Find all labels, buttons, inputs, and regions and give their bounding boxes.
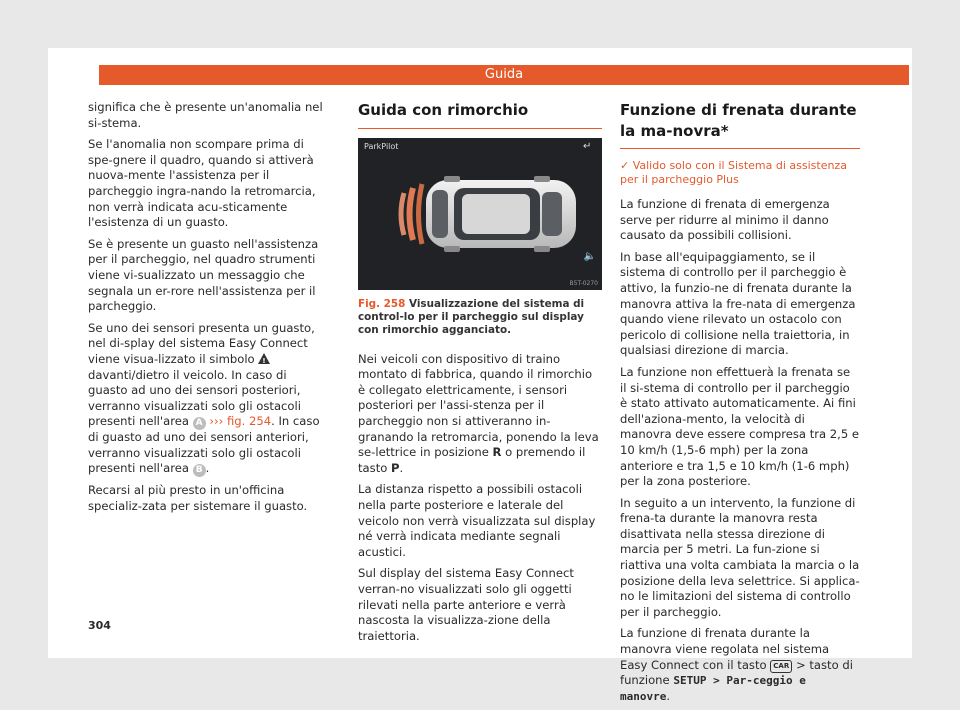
parkpilot-figure bbox=[358, 138, 602, 290]
paragraph: La distanza rispetto a possibili ostacoli nella parte posteriore e laterale del veicolo non verrà visualizzata sul display né verrà indicata mediante segnali acustici. bbox=[358, 482, 596, 559]
text: Nei veicoli con dispositivo di traino montato di fabbrica, quando il rimorchio è collegato elettricamente, i sensori posteriori per l'assi-stenza per il parcheggio non si attiveranno in-granando la retromarcia, ponendo la leva se-lettrice in posizione bbox=[358, 351, 599, 460]
back-icon: ↵ bbox=[583, 141, 592, 152]
paragraph: Se l'anomalia non scompare prima di spe-gnere il quadro, quando si attiverà nuova-mente l'assistenza per il parcheggio ingra-nando la retromarcia, non verrà indicata acu-sticamente l'esistenza di un guasto. bbox=[88, 137, 316, 230]
column-middle bbox=[358, 100, 602, 650]
text: > tasto di funzione bbox=[620, 657, 853, 688]
paragraph: La funzione non effettuerà la frenata se il si-stema di controllo per il parcheggio è stato attivato automaticamente. Ai fini dell'aziona-mento, la velocità di manovra deve essere compresa tra 2,5 e 10 km/h (1,5-6 mph) per la zona anteriore e tra 1,5 e 10 km/h (1-6 mph) per la zona posteriore. bbox=[620, 364, 860, 489]
paragraph: Recarsi al più presto in un'officina specializ-zata per sistemare il guasto. bbox=[88, 483, 308, 514]
column-right bbox=[620, 100, 860, 710]
paragraph: significa che è presente un'anomalia nel si-stema. bbox=[88, 100, 323, 130]
car-top-view bbox=[358, 138, 602, 290]
text: La funzione di frenata durante la manovra viene regolata nel sistema Easy Connect con il tasto bbox=[620, 626, 830, 672]
paragraph bbox=[88, 321, 328, 478]
paragraph: In seguito a un intervento, la funzione di frena-ta durante la manovra resta disattivata nella stessa direzione di marcia per 5 metri. La fun-zione si riattiva una volta cambiata la marcia o la posizione della leva selettrice. Si applica-no le limitazioni del sistema di controllo per il parcheggio. bbox=[620, 495, 860, 619]
note-text: Valido solo con il Sistema di assistenza per il parcheggio Plus bbox=[620, 159, 847, 186]
page-number: 304 bbox=[88, 619, 111, 632]
area-a-badge: A bbox=[193, 417, 206, 430]
warning-icon bbox=[258, 353, 270, 364]
menu-path: SETUP > Par-ceggio e manovre bbox=[620, 674, 806, 703]
paragraph: In base all'equipaggiamento, se il sistema di controllo per il parcheggio è attivo, la funzio-ne di frenata durante la manovra attiva la fre-nata di emergenza quando viene rilevato un ostacolo con pericolo di collisione nella traiettoria, in qualsiasi direzione di marcia. bbox=[620, 249, 856, 358]
figure-reference-link[interactable]: fig. 254 bbox=[226, 414, 272, 429]
car-key-icon: CAR bbox=[770, 660, 792, 673]
text: . bbox=[666, 688, 671, 703]
text: . bbox=[205, 461, 210, 476]
figure-code: B5T-0270 bbox=[569, 280, 598, 287]
text: davanti/dietro il veicolo. In caso di guasto ad uno dei sensori posteriori, verranno visualizzati solo gli ostacoli presenti nell'area bbox=[88, 367, 301, 429]
figure-caption bbox=[358, 298, 602, 338]
screen-title: ParkPilot bbox=[364, 142, 399, 151]
check-icon: ✓ bbox=[620, 159, 630, 172]
ref-arrow: ››› bbox=[209, 414, 224, 429]
paragraph: Se è presente un guasto nell'assistenza per il parcheggio, nel quadro strumenti viene vi-sualizzato un messaggio che segnala un er-rore nell'assistenza per il parcheggio. bbox=[88, 236, 319, 314]
section-title: Funzione di frenata durante la ma-novra* bbox=[620, 100, 860, 149]
text: o premendo il tasto bbox=[358, 445, 586, 475]
text: . In caso di guasto ad uno dei sensori anteriori, verranno visualizzati solo gli ostacoli presenti nell'area bbox=[88, 414, 320, 476]
paragraph: Sul display del sistema Easy Connect verran-no visualizzati solo gli oggetti rilevati nella parte anteriore e verrà nascosta la visualizza-zione della traiettoria. bbox=[358, 566, 574, 643]
section-header: Guida bbox=[99, 65, 909, 85]
speaker-icon: 🔈 bbox=[583, 251, 596, 262]
column-left bbox=[88, 100, 328, 521]
paragraph bbox=[620, 626, 860, 704]
area-b-badge: B bbox=[193, 464, 206, 477]
manual-page bbox=[48, 48, 912, 703]
caption-text: Visualizzazione del sistema di control-lo per il parcheggio sul display con rimorchio agganciato. bbox=[358, 298, 585, 337]
caption-number: Fig. 258 bbox=[358, 298, 406, 310]
park-key-icon: P bbox=[391, 460, 400, 475]
paragraph bbox=[358, 352, 602, 477]
section-title: Guida con rimorchio bbox=[358, 100, 602, 129]
gear-r: R bbox=[492, 445, 502, 460]
paragraph: La funzione di frenata di emergenza serve per ridurre al minimo il danno causato da possibili collisioni. bbox=[620, 197, 830, 243]
validity-note bbox=[620, 159, 860, 187]
text: . bbox=[399, 460, 404, 475]
text: Se uno dei sensori presenta un guasto, nel di-splay del sistema Easy Connect viene visua-lizzato il simbolo bbox=[88, 320, 315, 366]
